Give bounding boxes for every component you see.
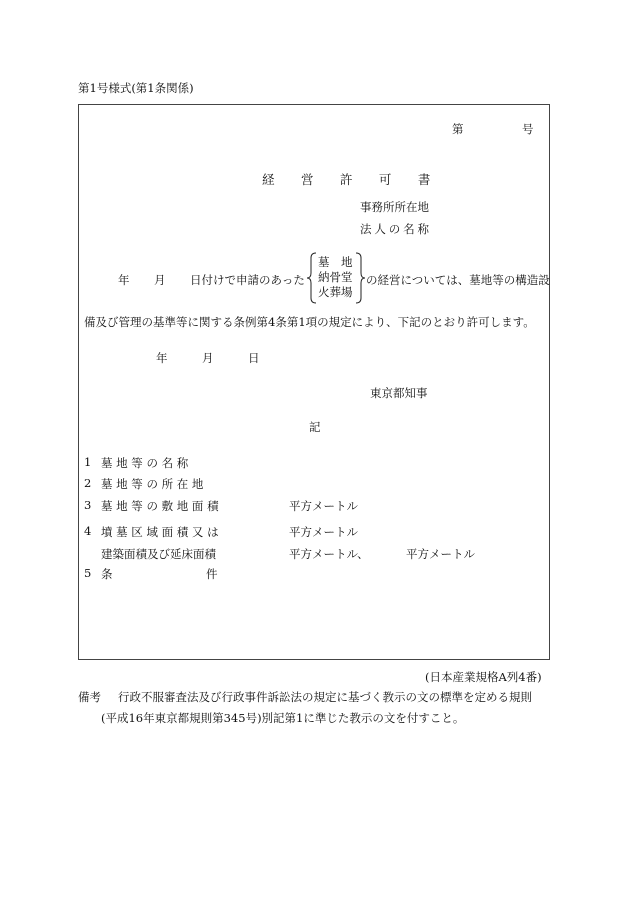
intro-month: 月 [154,273,166,287]
item-number: 5 [84,566,92,580]
item-label: 墳 墓 区 域 面 積 又 は [101,525,219,539]
item-label: 墓 地 等 の 名 称 [101,456,189,470]
note-label: 備考 [78,690,101,704]
item-number: 2 [84,476,92,490]
facility-type-list [318,255,353,300]
item-value: 平方メートル [289,525,358,539]
document-title: 経 営 許 可 書 [262,172,442,187]
intro-continue: の経営については、墓地等の構造設 [366,273,550,287]
item-label: 建築面積及び延床面積 [101,547,216,561]
facility-type-columbarium: 納骨堂 [318,270,353,284]
left-brace-icon [306,252,318,304]
facility-type-cemetery: 墓 地 [318,255,353,269]
office-address-label: 事務所所在地 [360,200,429,214]
item-value: 平方メートル [289,499,358,513]
facility-type-crematorium: 火葬場 [318,285,353,299]
item-number: 3 [84,498,92,512]
item-value: 平方メートル、 [289,547,369,561]
issuer-governor: 東京都知事 [370,386,428,400]
ki-heading: 記 [309,420,321,434]
date-month: 月 [202,351,214,365]
item-label: 条 [101,567,113,581]
item-value-2: 平方メートル [406,547,475,561]
body-line-2: 備及び管理の基準等に関する条例第4条第1項の規定により、下記のとおり許可します。 [84,315,535,329]
date-day: 日 [248,351,260,365]
permit-number-prefix: 第 [452,122,464,136]
right-brace-icon [354,252,366,304]
item-label: 墓 地 等 の 敷 地 面 積 [101,499,219,513]
note-line-1: 行政不服審査法及び行政事件訴訟法の規定に基づく教示の文の標準を定める規則 [118,690,532,704]
item-number: 4 [84,524,92,538]
permit-number-suffix: 号 [522,122,534,136]
note-line-2: (平成16年東京都規則第345号)別記第1に準じた教示の文を付すこと。 [101,711,465,725]
form-number-label: 第1号様式(第1条関係) [78,81,194,95]
item-label: 墓 地 等 の 所 在 地 [101,477,204,491]
item-number: 1 [84,455,92,469]
intro-year: 年 [118,273,130,287]
intro-text: 日付けで申請のあった [190,273,305,287]
date-year: 年 [156,351,168,365]
item-label-end: 件 [206,567,218,581]
corporation-name-label: 法人の名称 [360,222,432,236]
paper-size-note: (日本産業規格A列4番) [425,670,542,684]
